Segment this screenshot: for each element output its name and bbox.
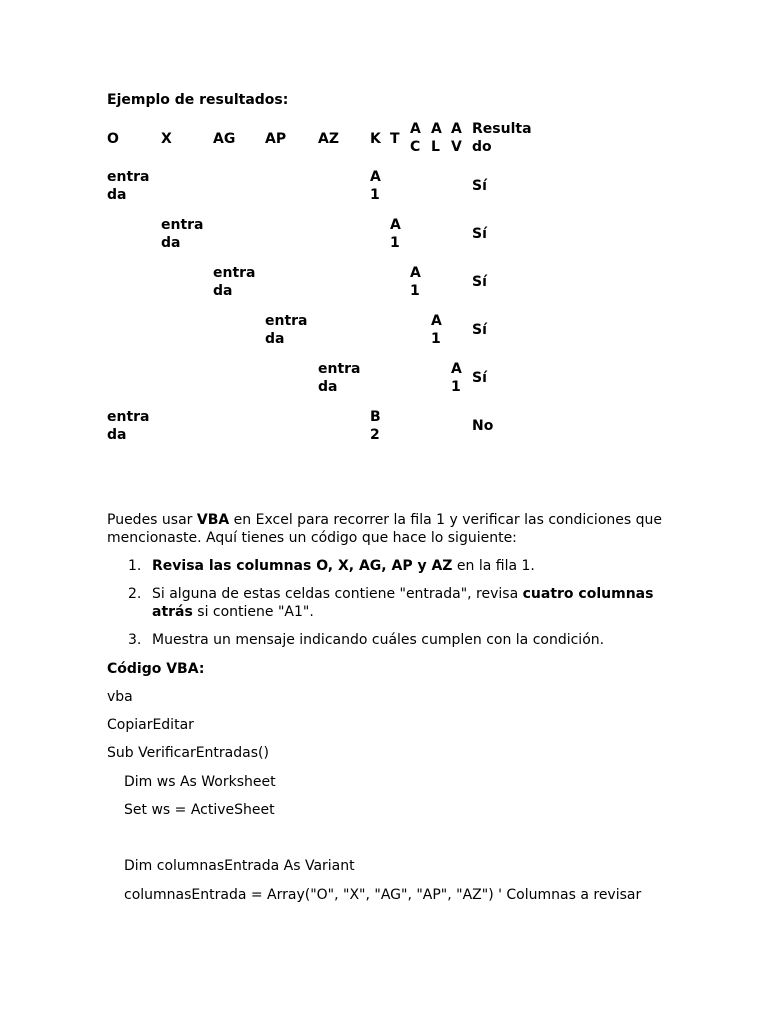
entrada-cell-line2: da xyxy=(213,283,233,299)
header-av-line2: V xyxy=(451,139,462,155)
code-cell-line1: B xyxy=(370,409,381,425)
code-section-label: Código VBA: xyxy=(107,661,205,677)
code-cell-line1: A xyxy=(370,169,381,185)
intro-paragraph xyxy=(107,511,667,547)
code-line: columnasEntrada = Array("O", "X", "AG", "AP", "AZ") ' Columnas a revisar xyxy=(124,887,642,903)
header-resultado-line2: do xyxy=(472,139,492,155)
list-number: 1. xyxy=(128,558,142,574)
header-az: AZ xyxy=(318,131,339,147)
results-heading: Ejemplo de resultados: xyxy=(107,92,289,108)
header-o: O xyxy=(107,131,119,147)
result-cell: Sí xyxy=(472,322,487,338)
copy-edit-button[interactable]: CopiarEditar xyxy=(107,717,194,733)
result-cell: Sí xyxy=(472,226,487,242)
code-line: Dim ws As Worksheet xyxy=(124,774,276,790)
code-language-label: vba xyxy=(107,689,133,705)
code-cell-line1: A xyxy=(431,313,442,329)
entrada-cell-line2: da xyxy=(107,187,127,203)
list-text-before: Si alguna de estas celdas contiene "entrada", revisa xyxy=(152,586,523,602)
code-cell-line1: A xyxy=(451,361,462,377)
header-ac-line1: A xyxy=(410,121,421,137)
header-av-line1: A xyxy=(451,121,462,137)
entrada-cell-line1: entra xyxy=(161,217,204,233)
entrada-cell-line1: entra xyxy=(265,313,308,329)
entrada-cell-line2: da xyxy=(107,427,127,443)
code-line: Set ws = ActiveSheet xyxy=(124,802,275,818)
result-cell: Sí xyxy=(472,370,487,386)
header-k: K xyxy=(370,131,381,147)
result-cell: Sí xyxy=(472,178,487,194)
entrada-cell-line1: entra xyxy=(107,169,150,185)
list-number: 3. xyxy=(128,632,142,648)
result-cell: No xyxy=(472,418,494,434)
intro-text-after: en Excel para recorrer la fila 1 y verificar las condiciones que mencionaste. Aquí tienes un código que hace lo siguiente: xyxy=(107,512,662,546)
code-cell-line2: 1 xyxy=(390,235,400,251)
list-text-bold: cuatro columnas atrás xyxy=(152,586,654,620)
list-number: 2. xyxy=(128,586,142,602)
header-al-line1: A xyxy=(431,121,442,137)
list-text-bold: Revisa las columnas O, X, AG, AP y AZ xyxy=(152,558,453,574)
list-text-after: en la fila 1. xyxy=(452,558,535,574)
code-line: Sub VerificarEntradas() xyxy=(107,745,269,761)
header-al-line2: L xyxy=(431,139,440,155)
code-cell-line2: 1 xyxy=(410,283,420,299)
code-cell-line2: 1 xyxy=(370,187,380,203)
code-cell-line1: A xyxy=(390,217,401,233)
list-text xyxy=(152,557,662,575)
entrada-cell-line1: entra xyxy=(213,265,256,281)
header-x: X xyxy=(161,131,172,147)
result-cell: Sí xyxy=(472,274,487,290)
header-resultado-line1: Resulta xyxy=(472,121,532,137)
code-line: Dim columnasEntrada As Variant xyxy=(124,858,355,874)
entrada-cell-line2: da xyxy=(161,235,181,251)
list-text: Muestra un mensaje indicando cuáles cumplen con la condición. xyxy=(152,632,605,648)
list-text-after: si contiene "A1". xyxy=(192,604,314,620)
code-cell-line2: 1 xyxy=(451,379,461,395)
entrada-cell-line1: entra xyxy=(107,409,150,425)
entrada-cell-line1: entra xyxy=(318,361,361,377)
list-text xyxy=(152,585,662,621)
header-ac-line2: C xyxy=(410,139,421,155)
code-cell-line2: 2 xyxy=(370,427,380,443)
header-t: T xyxy=(390,131,400,147)
code-cell-line1: A xyxy=(410,265,421,281)
intro-text-before: Puedes usar xyxy=(107,512,197,528)
intro-text-bold: VBA xyxy=(196,512,230,528)
entrada-cell-line2: da xyxy=(318,379,338,395)
header-ag: AG xyxy=(213,131,236,147)
header-ap: AP xyxy=(265,131,287,147)
code-cell-line2: 1 xyxy=(431,331,441,347)
entrada-cell-line2: da xyxy=(265,331,285,347)
